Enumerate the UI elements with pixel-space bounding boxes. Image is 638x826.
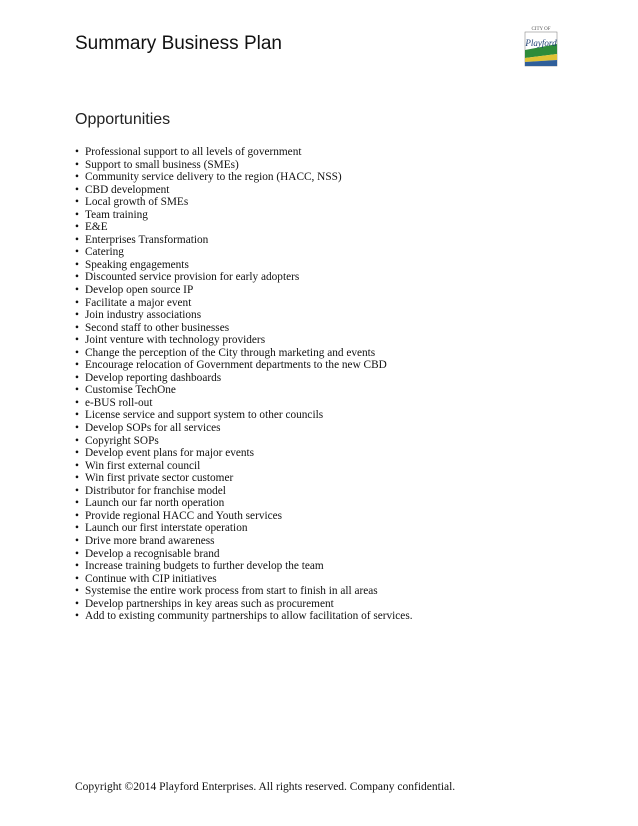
list-item: • Win first private sector customer [75,472,234,485]
section-heading: Opportunities [75,111,171,128]
bullet-icon: • [75,371,79,384]
bullet-icon: • [75,534,79,547]
list-item: • Drive more brand awareness [75,534,215,547]
bullet-icon: • [75,447,79,460]
opportunities-list [75,146,413,623]
logo-top-text: CITY OF [531,27,551,32]
list-item: • e-BUS roll-out [75,396,153,409]
list-item: • Change the perception of the City through marketing and events [75,346,376,359]
list-item: • Copyright SOPs [75,434,159,447]
list-item: • Team training [75,208,148,221]
bullet-icon: • [75,409,79,422]
bullet-icon: • [75,384,79,397]
list-item: • Launch our far north operation [75,497,225,510]
list-item: • CBD development [75,183,170,196]
bullet-icon: • [75,497,79,510]
list-item: • Community service delivery to the region (HACC, NSS) [75,171,342,184]
list-item: • Launch our first interstate operation [75,522,248,535]
list-item: • Second staff to other businesses [75,321,230,334]
list-item: • Provide regional HACC and Youth services [75,509,283,522]
list-item: • Catering [75,246,124,259]
bullet-icon: • [75,422,79,435]
list-item: • Customise TechOne [75,384,176,397]
bullet-icon: • [75,246,79,259]
bullet-icon: • [75,233,79,246]
list-item: • Speaking engagements [75,258,189,271]
bullet-icon: • [75,547,79,560]
bullet-icon: • [75,459,79,472]
bullet-icon: • [75,359,79,372]
bullet-icon: • [75,396,79,409]
bullet-icon: • [75,572,79,585]
list-item: • Joint venture with technology providers [75,334,266,347]
bullet-icon: • [75,597,79,610]
bullet-icon: • [75,171,79,184]
list-item: • Enterprises Transformation [75,233,209,246]
page-title: Summary Business Plan [75,33,282,54]
bullet-icon: • [75,296,79,309]
bullet-icon: • [75,258,79,271]
list-item: • Support to small business (SMEs) [75,158,239,171]
bullet-icon: • [75,183,79,196]
bullet-icon: • [75,484,79,497]
bullet-icon: • [75,309,79,322]
logo-graphic [519,24,563,68]
bullet-icon: • [75,146,79,158]
list-item: • Develop event plans for major events [75,447,255,460]
list-item: • Develop SOPs for all services [75,422,221,435]
list-item: • Win first external council [75,459,201,472]
bullet-icon: • [75,221,79,234]
list-item: • Develop partnerships in key areas such as procurement [75,597,334,610]
bullet-icon: • [75,271,79,284]
list-item: • Develop open source IP [75,284,194,297]
bullet-icon: • [75,321,79,334]
list-item: • E&E [75,221,108,234]
list-item: • Join industry associations [75,309,202,322]
bullet-icon: • [75,522,79,535]
list-item: • Discounted service provision for early adopters [75,271,300,284]
list-item: • Local growth of SMEs [75,196,189,209]
city-of-playford-logo [519,24,563,68]
list-item: • Increase training budgets to further develop the team [75,560,324,573]
bullet-icon: • [75,434,79,447]
bullet-icon: • [75,208,79,221]
bullet-icon: • [75,196,79,209]
list-item: • Distributor for franchise model [75,484,226,497]
bullet-icon: • [75,585,79,598]
list-item: • Develop a recognisable brand [75,547,220,560]
bullet-icon: • [75,346,79,359]
bullet-icon: • [75,472,79,485]
bullet-icon: • [75,284,79,297]
list-item: • Continue with CIP initiatives [75,572,217,585]
bullet-icon: • [75,560,79,573]
list-item: • Encourage relocation of Government departments to the new CBD [75,359,387,372]
copyright-footer: Copyright ©2014 Playford Enterprises. All rights reserved. Company confidential. [75,781,456,793]
bullet-icon: • [75,334,79,347]
list-item: • Systemise the entire work process from start to finish in all areas [75,585,378,598]
list-item: • Facilitate a major event [75,296,192,309]
logo-script-text: Playford [525,38,557,48]
list-item: • License service and support system to other councils [75,409,324,422]
list-item: • Develop reporting dashboards [75,371,222,384]
bullet-icon: • [75,158,79,171]
bullet-icon: • [75,509,79,522]
list-item: • Professional support to all levels of government [75,146,302,158]
list-item: • Add to existing community partnerships to allow facilitation of services. [75,610,413,623]
bullet-icon: • [75,610,79,623]
